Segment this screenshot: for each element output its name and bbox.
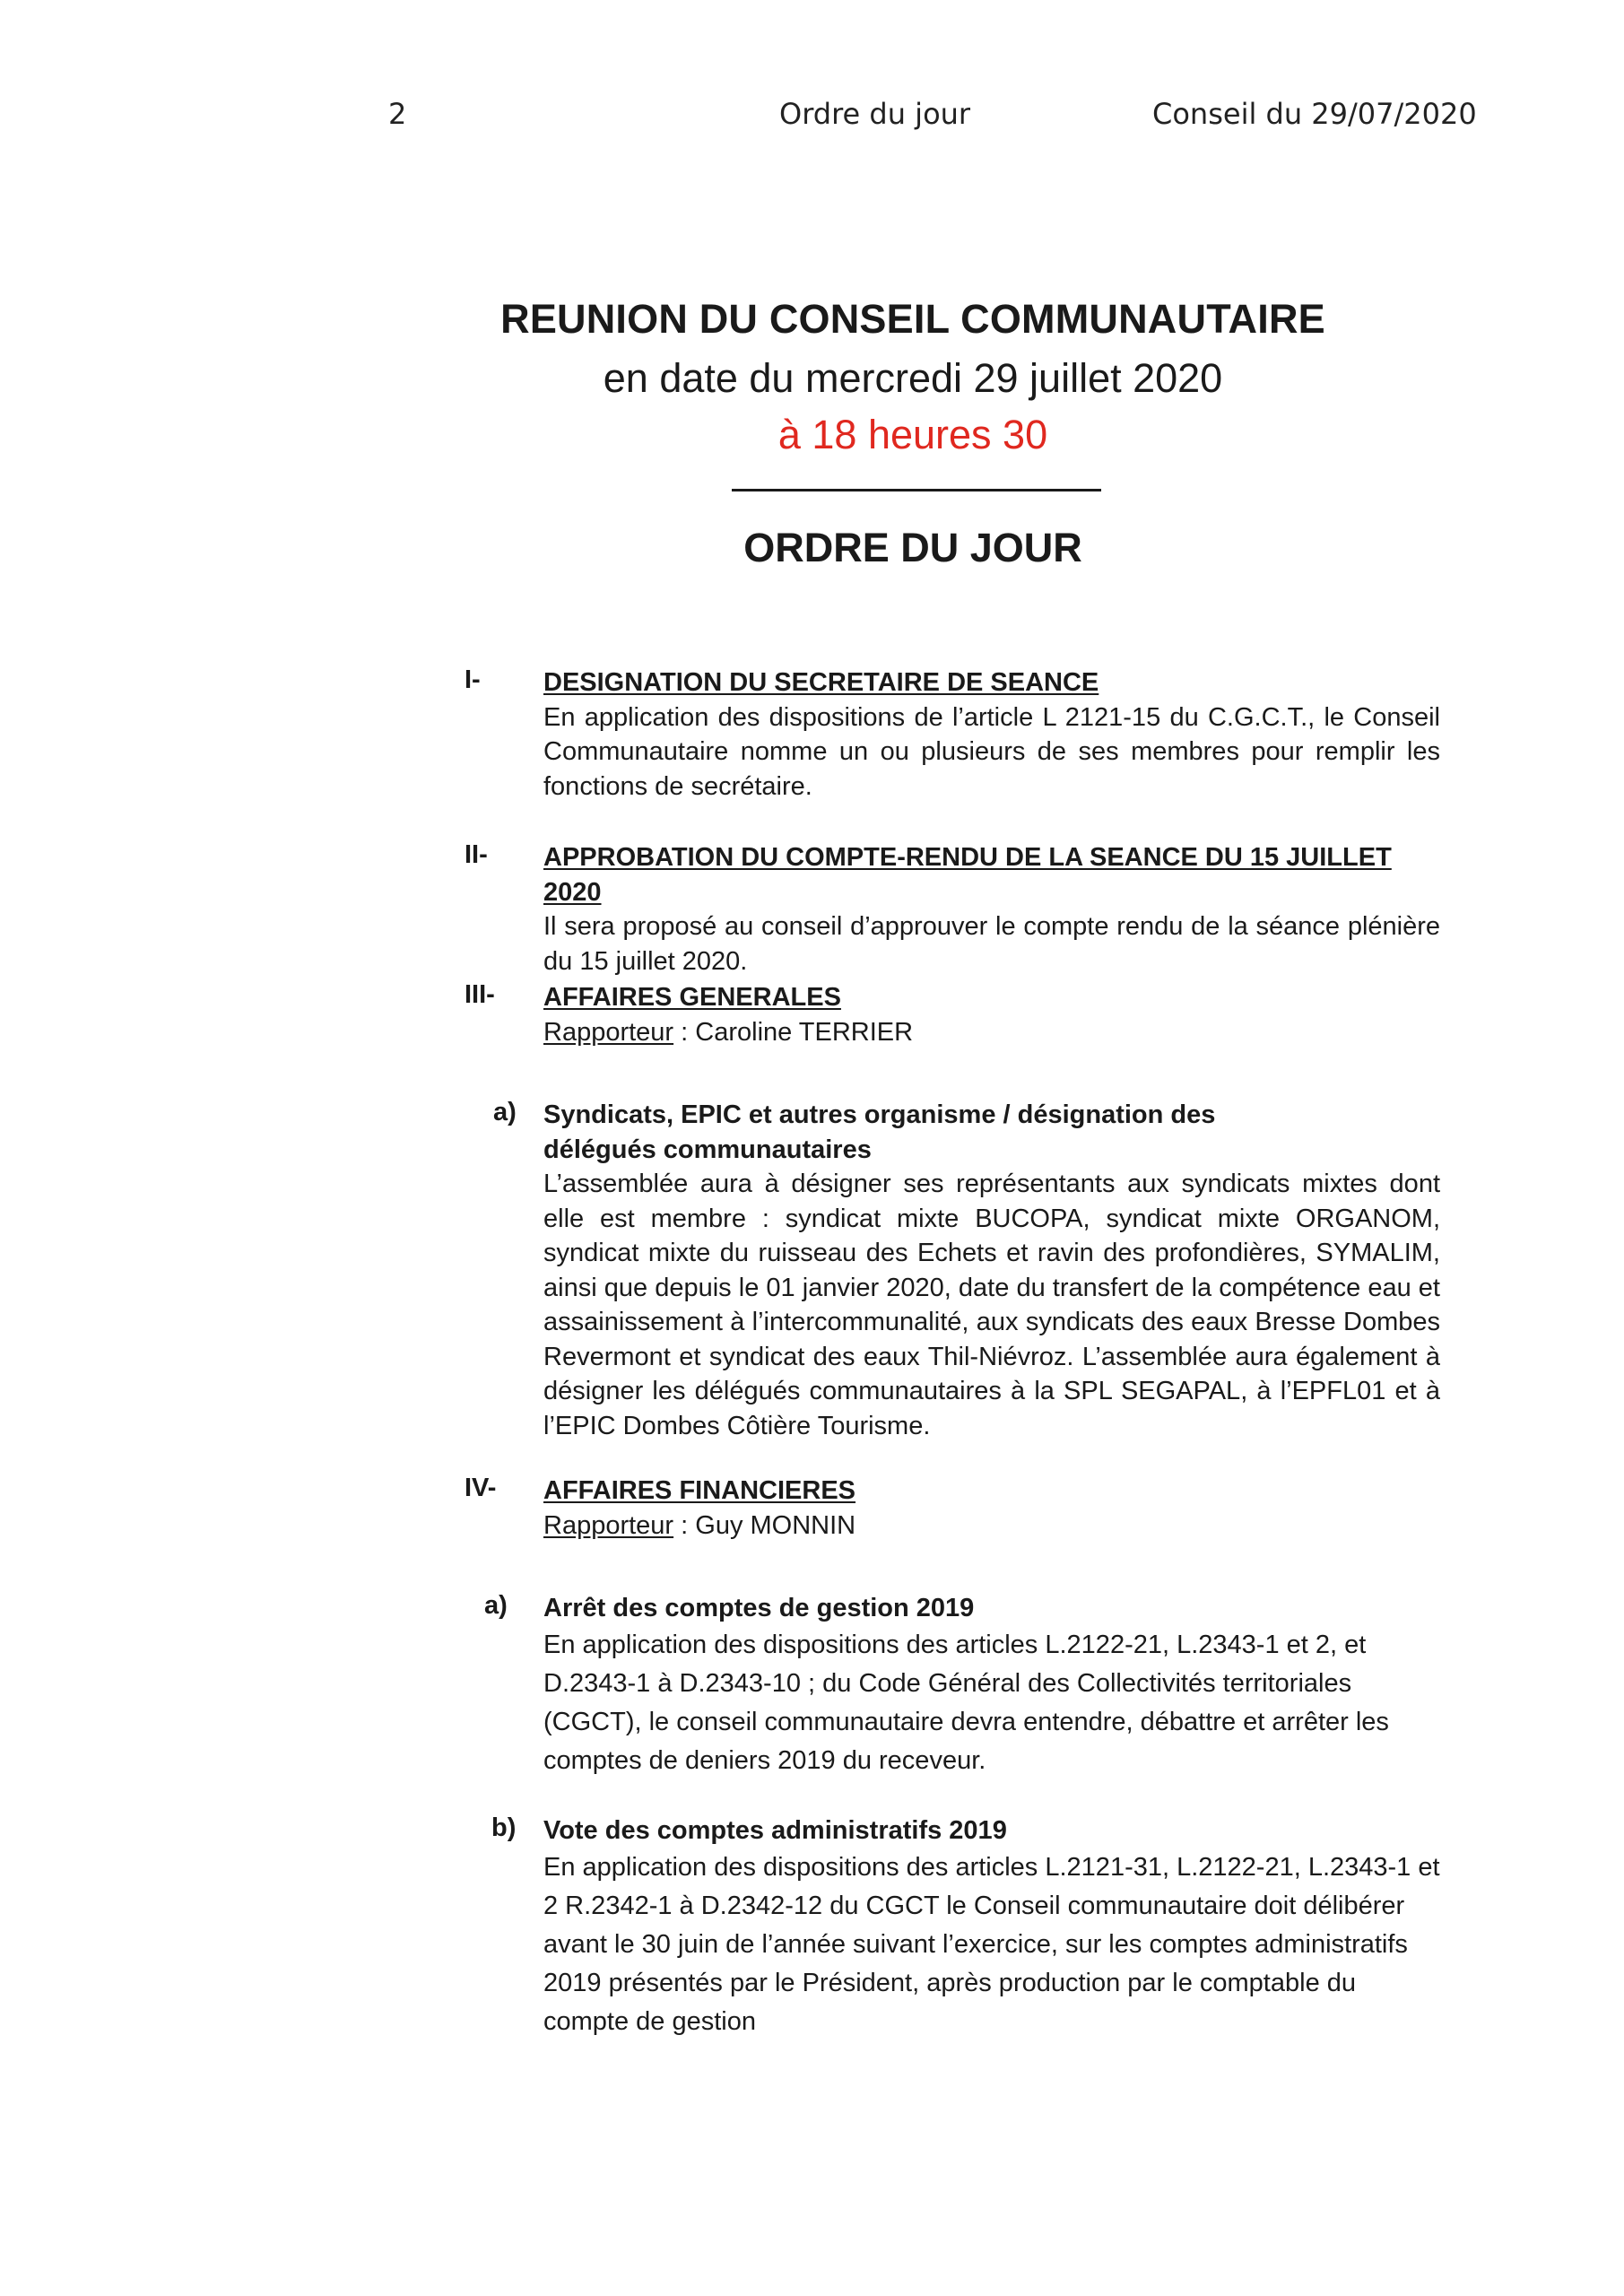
subsection-4b-body: En application des dispositions des articles L.2121-31, L.2122-21, L.2343-1 et 2 R.2342-1 à D.2342-12 du CGCT le Conseil communautaire doit délibérer avant le 30 juin de l’année suivant l’exercice, sur les comptes administratifs 2019 présentés par le Président, après production par le comptable du compte de gestion bbox=[543, 1852, 1440, 2036]
agenda-heading: ORDRE DU JOUR bbox=[743, 525, 1082, 570]
subsection-4b-letter: b) bbox=[491, 1813, 517, 1842]
section-3 bbox=[543, 980, 1440, 1049]
rapporteur-name: : Guy MONNIN bbox=[673, 1510, 856, 1540]
section-number-1: I- bbox=[465, 665, 481, 694]
title-divider bbox=[732, 489, 1101, 491]
section-number-4: IV- bbox=[465, 1474, 497, 1502]
header-center-title: Ordre du jour bbox=[779, 97, 971, 131]
section-2-body: Il sera proposé au conseil d’approuver le compte rendu de la séance plénière du 15 juillet 2020. bbox=[543, 912, 1440, 976]
header-right-title: Conseil du 29/07/2020 bbox=[1152, 97, 1477, 131]
subsection-3a bbox=[543, 1098, 1440, 1443]
subsection-4b bbox=[543, 1813, 1440, 2041]
subsection-3a-letter: a) bbox=[493, 1098, 517, 1126]
meeting-title: REUNION DU CONSEIL COMMUNAUTAIRE bbox=[500, 296, 1325, 342]
section-1-heading: DESIGNATION DU SECRETAIRE DE SEANCE bbox=[543, 668, 1099, 697]
section-1-body: En application des dispositions de l’article L 2121-15 du C.G.C.T., le Conseil Communautaire nomme un ou plusieurs de ses membres pour remplir les fonctions de secrétaire. bbox=[543, 702, 1440, 801]
meeting-time: à 18 heures 30 bbox=[777, 412, 1048, 457]
subsection-4b-title: Vote des comptes administratifs 2019 bbox=[543, 1816, 1007, 1845]
subsection-3a-body: L’assemblée aura à désigner ses représentants aux syndicats mixtes dont elle est membre : syndicat mixte BUCOPA, syndicat mixte ORGANOM, syndicat mixte du ruisseau des Echets et ravin des profondières, SYMALIM, ainsi que depuis le 01 janvier 2020, date du transfert de la compétence eau et assainissement à l’intercommunalité, aux syndicats des eaux Bresse Dombes Revermont et syndicat des eaux Thil-Niévroz. L’assemblée aura également à désigner les délégués communautaires à la SPL SEGAPAL, à l’EPFL01 et à l’EPIC Dombes Côtière Tourisme. bbox=[543, 1170, 1440, 1440]
subsection-3a-title: Syndicats, EPIC et autres organisme / désignation des délégués communautaires bbox=[543, 1100, 1216, 1164]
section-number-2: II- bbox=[465, 840, 488, 869]
section-4-heading: AFFAIRES FINANCIERES bbox=[543, 1476, 856, 1505]
subsection-4a bbox=[543, 1591, 1440, 1780]
subsection-4a-title: Arrêt des comptes de gestion 2019 bbox=[543, 1594, 975, 1622]
rapporteur-label: Rapporteur bbox=[543, 1510, 674, 1540]
rapporteur-name: : Caroline TERRIER bbox=[673, 1017, 914, 1047]
page-number: 2 bbox=[388, 97, 407, 131]
section-3-heading: AFFAIRES GENERALES bbox=[543, 983, 841, 1012]
subsection-4a-letter: a) bbox=[484, 1591, 508, 1620]
section-1 bbox=[543, 665, 1440, 804]
section-2-heading: APPROBATION DU COMPTE-RENDU DE LA SEANCE DU 15 JUILLET 2020 bbox=[543, 843, 1392, 907]
section-2 bbox=[543, 840, 1440, 978]
subsection-4a-body: En application des dispositions des articles L.2122-21, L.2343-1 et 2, et D.2343-1 à D.2343-10 ; du Code Général des Collectivités territoriales (CGCT), le conseil communautaire devra entendre, débattre et arrêter les comptes de deniers 2019 du receveur. bbox=[543, 1630, 1389, 1775]
section-3-rapporteur bbox=[543, 1015, 1440, 1050]
section-4-rapporteur bbox=[543, 1509, 1440, 1544]
section-number-3: III- bbox=[465, 980, 495, 1009]
meeting-date: en date du mercredi 29 juillet 2020 bbox=[603, 355, 1223, 401]
section-4 bbox=[543, 1474, 1440, 1543]
rapporteur-label: Rapporteur bbox=[543, 1017, 674, 1047]
